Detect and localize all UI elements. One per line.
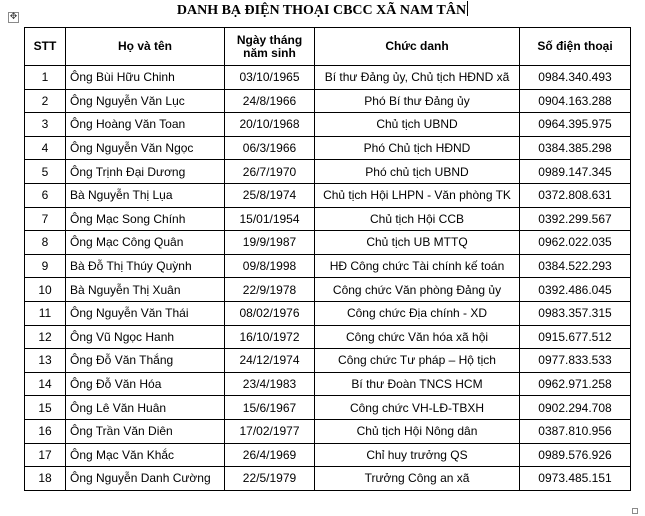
row-birthdate-cell: 22/9/1978 <box>225 278 315 302</box>
row-stt-cell: 13 <box>25 349 66 373</box>
row-phone-cell: 0989.576.926 <box>520 443 631 467</box>
table-row <box>25 301 631 325</box>
row-position-cell: HĐ Công chức Tài chính kế toán <box>315 254 520 278</box>
row-stt-cell: 17 <box>25 443 66 467</box>
row-phone-cell: 0962.022.035 <box>520 231 631 255</box>
row-phone-cell: 0392.486.045 <box>520 278 631 302</box>
row-stt-cell: 3 <box>25 113 66 137</box>
row-stt-cell: 6 <box>25 183 66 207</box>
table-row <box>25 467 631 491</box>
row-stt-cell: 2 <box>25 89 66 113</box>
row-name-cell: Ông Mạc Song Chính <box>66 207 225 231</box>
row-stt-cell: 1 <box>25 66 66 90</box>
row-phone-cell: 0984.340.493 <box>520 66 631 90</box>
row-birthdate-cell: 26/7/1970 <box>225 160 315 184</box>
header-phone: Số điện thoại <box>520 28 631 66</box>
header-birthdate: Ngày tháng năm sinh <box>225 28 315 66</box>
row-stt-cell: 15 <box>25 396 66 420</box>
row-stt-cell: 7 <box>25 207 66 231</box>
row-phone-cell: 0387.810.956 <box>520 419 631 443</box>
row-name-cell: Ông Trần Văn Diên <box>66 419 225 443</box>
table-row <box>25 349 631 373</box>
row-position-cell: Chủ tịch UB MTTQ <box>315 231 520 255</box>
row-name-cell: Ông Đỗ Văn Hóa <box>66 372 225 396</box>
text-cursor <box>467 1 468 16</box>
row-birthdate-cell: 15/01/1954 <box>225 207 315 231</box>
row-position-cell: Chủ tịch Hội LHPN - Văn phòng TK <box>315 183 520 207</box>
row-birthdate-cell: 09/8/1998 <box>225 254 315 278</box>
row-phone-cell: 0973.485.151 <box>520 467 631 491</box>
row-position-cell: Phó Chủ tịch HĐND <box>315 136 520 160</box>
row-stt-cell: 12 <box>25 325 66 349</box>
table-header-row <box>25 28 631 66</box>
row-name-cell: Ông Mạc Công Quân <box>66 231 225 255</box>
row-stt-cell: 9 <box>25 254 66 278</box>
row-phone-cell: 0915.677.512 <box>520 325 631 349</box>
row-phone-cell: 0964.395.975 <box>520 113 631 137</box>
row-name-cell: Ông Nguyễn Văn Lục <box>66 89 225 113</box>
row-birthdate-cell: 15/6/1967 <box>225 396 315 420</box>
table-row <box>25 160 631 184</box>
row-birthdate-cell: 16/10/1972 <box>225 325 315 349</box>
row-birthdate-cell: 19/9/1987 <box>225 231 315 255</box>
row-position-cell: Phó Bí thư Đảng ủy <box>315 89 520 113</box>
document-title <box>0 0 645 22</box>
row-position-cell: Phó chủ tịch UBND <box>315 160 520 184</box>
row-name-cell: Ông Bùi Hữu Chinh <box>66 66 225 90</box>
row-name-cell: Ông Mạc Văn Khắc <box>66 443 225 467</box>
row-position-cell: Chỉ huy trưởng QS <box>315 443 520 467</box>
table-row <box>25 325 631 349</box>
row-phone-cell: 0977.833.533 <box>520 349 631 373</box>
header-stt: STT <box>25 28 66 66</box>
row-phone-cell: 0904.163.288 <box>520 89 631 113</box>
row-phone-cell: 0902.294.708 <box>520 396 631 420</box>
row-name-cell: Bà Đỗ Thị Thúy Quỳnh <box>66 254 225 278</box>
row-position-cell: Công chức VH-LĐ-TBXH <box>315 396 520 420</box>
row-birthdate-cell: 06/3/1966 <box>225 136 315 160</box>
row-birthdate-cell: 22/5/1979 <box>225 467 315 491</box>
row-phone-cell: 0384.522.293 <box>520 254 631 278</box>
table-row <box>25 66 631 90</box>
table-row <box>25 419 631 443</box>
table-move-handle-icon[interactable]: ✥ <box>9 12 18 22</box>
row-name-cell: Ông Nguyễn Danh Cường <box>66 467 225 491</box>
row-stt-cell: 11 <box>25 301 66 325</box>
header-name: Họ và tên <box>66 28 225 66</box>
row-birthdate-cell: 17/02/1977 <box>225 419 315 443</box>
row-name-cell: Bà Nguyễn Thị Xuân <box>66 278 225 302</box>
row-position-cell: Công chức Văn hóa xã hội <box>315 325 520 349</box>
row-stt-cell: 16 <box>25 419 66 443</box>
row-name-cell: Ông Lê Văn Huân <box>66 396 225 420</box>
table-resize-handle[interactable] <box>632 508 638 514</box>
row-position-cell: Bí thư Đảng ủy, Chủ tịch HĐND xã <box>315 66 520 90</box>
row-birthdate-cell: 08/02/1976 <box>225 301 315 325</box>
row-name-cell: Ông Hoàng Văn Toan <box>66 113 225 137</box>
row-position-cell: Trưởng Công an xã <box>315 467 520 491</box>
table-row <box>25 113 631 137</box>
row-position-cell: Công chức Văn phòng Đảng ủy <box>315 278 520 302</box>
row-stt-cell: 8 <box>25 231 66 255</box>
table-row <box>25 183 631 207</box>
row-name-cell: Bà Nguyễn Thị Lụa <box>66 183 225 207</box>
table-row <box>25 136 631 160</box>
row-birthdate-cell: 23/4/1983 <box>225 372 315 396</box>
row-position-cell: Chủ tịch UBND <box>315 113 520 137</box>
row-birthdate-cell: 20/10/1968 <box>225 113 315 137</box>
table-row <box>25 254 631 278</box>
row-birthdate-cell: 25/8/1974 <box>225 183 315 207</box>
row-stt-cell: 5 <box>25 160 66 184</box>
table-row <box>25 207 631 231</box>
row-name-cell: Ông Nguyễn Văn Ngọc <box>66 136 225 160</box>
row-position-cell: Chủ tịch Hội Nông dân <box>315 419 520 443</box>
table-row <box>25 372 631 396</box>
row-stt-cell: 10 <box>25 278 66 302</box>
row-birthdate-cell: 24/12/1974 <box>225 349 315 373</box>
row-name-cell: Ông Đỗ Văn Thắng <box>66 349 225 373</box>
row-phone-cell: 0384.385.298 <box>520 136 631 160</box>
row-position-cell: Bí thư Đoàn TNCS HCM <box>315 372 520 396</box>
row-name-cell: Ông Trịnh Đại Dương <box>66 160 225 184</box>
row-phone-cell: 0372.808.631 <box>520 183 631 207</box>
table-row <box>25 396 631 420</box>
row-phone-cell: 0962.971.258 <box>520 372 631 396</box>
row-phone-cell: 0983.357.315 <box>520 301 631 325</box>
row-phone-cell: 0392.299.567 <box>520 207 631 231</box>
row-name-cell: Ông Nguyễn Văn Thái <box>66 301 225 325</box>
table-row <box>25 231 631 255</box>
table-body <box>25 66 631 491</box>
row-stt-cell: 4 <box>25 136 66 160</box>
row-birthdate-cell: 03/10/1965 <box>225 66 315 90</box>
table-row <box>25 443 631 467</box>
contacts-table <box>24 27 631 491</box>
row-birthdate-cell: 26/4/1969 <box>225 443 315 467</box>
document-title-text: DANH BẠ ĐIỆN THOẠI CBCC XÃ NAM TÂN <box>176 3 467 18</box>
row-position-cell: Công chức Địa chính - XD <box>315 301 520 325</box>
row-stt-cell: 14 <box>25 372 66 396</box>
table-row <box>25 89 631 113</box>
row-position-cell: Công chức Tư pháp – Hộ tịch <box>315 349 520 373</box>
header-position: Chức danh <box>315 28 520 66</box>
table-row <box>25 278 631 302</box>
row-position-cell: Chủ tịch Hội CCB <box>315 207 520 231</box>
row-stt-cell: 18 <box>25 467 66 491</box>
row-birthdate-cell: 24/8/1966 <box>225 89 315 113</box>
row-phone-cell: 0989.147.345 <box>520 160 631 184</box>
row-name-cell: Ông Vũ Ngọc Hanh <box>66 325 225 349</box>
